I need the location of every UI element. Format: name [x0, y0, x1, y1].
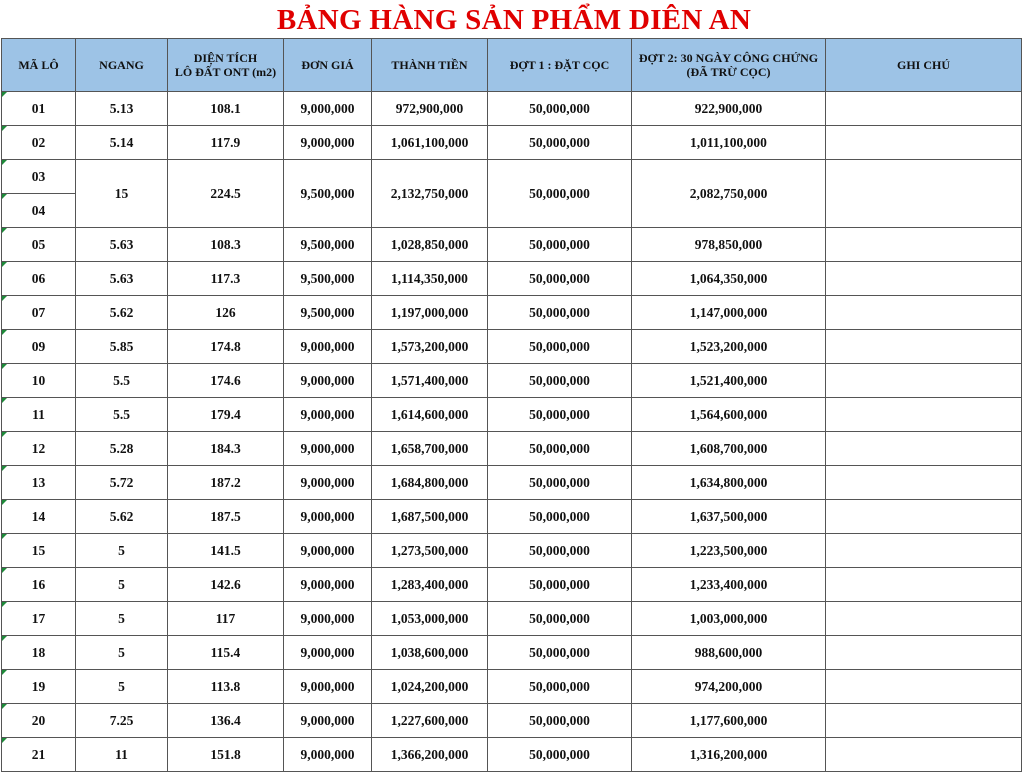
sheet-title: BẢNG HÀNG SẢN PHẨM DIÊN AN [276, 4, 752, 36]
table-row [2, 500, 1022, 534]
cell-ma-lo[interactable]: 13 [2, 466, 76, 500]
table-row [2, 228, 1022, 262]
cell-dot2[interactable]: 1,637,500,000 [632, 500, 826, 534]
cell-ghi-chu[interactable] [826, 92, 1022, 126]
cell-dien-tich[interactable]: 117 [168, 602, 284, 636]
cell-dot2[interactable]: 1,223,500,000 [632, 534, 826, 568]
cell-don-gia[interactable]: 9,000,000 [284, 704, 372, 738]
cell-thanh-tien[interactable]: 1,024,200,000 [372, 670, 488, 704]
cell-dot2[interactable]: 1,608,700,000 [632, 432, 826, 466]
cell-ghi-chu[interactable] [826, 262, 1022, 296]
cell-dien-tich[interactable]: 151.8 [168, 738, 284, 772]
cell-dot2[interactable]: 974,200,000 [632, 670, 826, 704]
cell-ngang[interactable]: 5.72 [76, 466, 168, 500]
cell-ngang[interactable]: 5.63 [76, 262, 168, 296]
cell-dot1[interactable]: 50,000,000 [488, 738, 632, 772]
table-row [2, 262, 1022, 296]
cell-ngang[interactable]: 11 [76, 738, 168, 772]
table-row [2, 636, 1022, 670]
cell-thanh-tien[interactable]: 1,114,350,000 [372, 262, 488, 296]
cell-ngang[interactable]: 5.62 [76, 500, 168, 534]
cell-ghi-chu[interactable] [826, 160, 1022, 228]
cell-don-gia[interactable]: 9,000,000 [284, 126, 372, 160]
cell-dien-tich[interactable]: 108.3 [168, 228, 284, 262]
cell-ngang[interactable]: 5 [76, 670, 168, 704]
cell-thanh-tien[interactable]: 1,614,600,000 [372, 398, 488, 432]
table-row [2, 738, 1022, 772]
cell-ghi-chu[interactable] [826, 432, 1022, 466]
cell-dien-tich[interactable]: 224.5 [168, 160, 284, 228]
cell-dot2[interactable]: 978,850,000 [632, 228, 826, 262]
cell-ghi-chu[interactable] [826, 296, 1022, 330]
cell-dot1[interactable]: 50,000,000 [488, 636, 632, 670]
cell-dot1[interactable]: 50,000,000 [488, 228, 632, 262]
cell-ngang[interactable]: 5 [76, 602, 168, 636]
cell-ngang[interactable]: 5.14 [76, 126, 168, 160]
cell-ma-lo[interactable]: 15 [2, 534, 76, 568]
cell-dot2[interactable]: 1,316,200,000 [632, 738, 826, 772]
cell-ma-lo[interactable]: 09 [2, 330, 76, 364]
header-dien-tich[interactable] [168, 39, 284, 92]
cell-thanh-tien[interactable]: 1,273,500,000 [372, 534, 488, 568]
cell-ghi-chu[interactable] [826, 228, 1022, 262]
header-dien-tich-line1: DIỆN TÍCH [193, 51, 258, 65]
cell-dien-tich[interactable]: 117.9 [168, 126, 284, 160]
cell-ngang[interactable]: 5 [76, 568, 168, 602]
cell-ma-lo[interactable]: 02 [2, 126, 76, 160]
cell-dot1[interactable]: 50,000,000 [488, 568, 632, 602]
cell-dien-tich[interactable]: 142.6 [168, 568, 284, 602]
cell-dien-tich[interactable]: 187.5 [168, 500, 284, 534]
cell-don-gia[interactable]: 9,000,000 [284, 670, 372, 704]
cell-don-gia[interactable]: 9,000,000 [284, 534, 372, 568]
cell-don-gia[interactable]: 9,500,000 [284, 262, 372, 296]
cell-dien-tich[interactable]: 184.3 [168, 432, 284, 466]
cell-ngang[interactable]: 5.28 [76, 432, 168, 466]
cell-ma-lo[interactable]: 16 [2, 568, 76, 602]
cell-thanh-tien[interactable]: 1,227,600,000 [372, 704, 488, 738]
cell-ghi-chu[interactable] [826, 126, 1022, 160]
cell-ma-lo[interactable]: 10 [2, 364, 76, 398]
cell-ngang[interactable]: 5.13 [76, 92, 168, 126]
header-dot2[interactable] [632, 39, 826, 92]
cell-ghi-chu[interactable] [826, 704, 1022, 738]
cell-dot2[interactable]: 1,147,000,000 [632, 296, 826, 330]
header-dien-tich-line2: LÔ ĐẤT ONT (m2) [174, 65, 277, 79]
cell-ma-lo[interactable]: 05 [2, 228, 76, 262]
cell-thanh-tien[interactable]: 1,571,400,000 [372, 364, 488, 398]
cell-thanh-tien[interactable]: 1,366,200,000 [372, 738, 488, 772]
cell-ngang[interactable]: 5 [76, 534, 168, 568]
cell-ma-lo[interactable]: 21 [2, 738, 76, 772]
cell-dien-tich[interactable]: 179.4 [168, 398, 284, 432]
table-row [2, 670, 1022, 704]
cell-ngang[interactable]: 5.5 [76, 398, 168, 432]
cell-don-gia[interactable]: 9,000,000 [284, 398, 372, 432]
cell-ghi-chu[interactable] [826, 398, 1022, 432]
header-ghi-chu[interactable]: GHI CHÚ [826, 39, 1022, 92]
cell-dot1[interactable]: 50,000,000 [488, 670, 632, 704]
cell-ma-lo[interactable]: 18 [2, 636, 76, 670]
cell-ghi-chu[interactable] [826, 364, 1022, 398]
cell-ma-lo[interactable]: 06 [2, 262, 76, 296]
cell-don-gia[interactable]: 9,000,000 [284, 330, 372, 364]
cell-thanh-tien[interactable]: 1,061,100,000 [372, 126, 488, 160]
cell-dien-tich[interactable]: 174.6 [168, 364, 284, 398]
cell-thanh-tien[interactable]: 2,132,750,000 [372, 160, 488, 228]
cell-ma-lo[interactable]: 12 [2, 432, 76, 466]
cell-thanh-tien[interactable]: 1,053,000,000 [372, 602, 488, 636]
cell-thanh-tien[interactable]: 1,283,400,000 [372, 568, 488, 602]
cell-ngang[interactable]: 5.62 [76, 296, 168, 330]
header-dot2-line1: ĐỢT 2: 30 NGÀY CÔNG CHỨNG [638, 51, 819, 65]
cell-ma-lo[interactable]: 01 [2, 92, 76, 126]
cell-dien-tich[interactable]: 141.5 [168, 534, 284, 568]
cell-don-gia[interactable]: 9,500,000 [284, 228, 372, 262]
cell-ngang[interactable]: 5.63 [76, 228, 168, 262]
cell-ngang[interactable]: 15 [76, 160, 168, 228]
cell-ghi-chu[interactable] [826, 568, 1022, 602]
cell-ma-lo[interactable]: 19 [2, 670, 76, 704]
cell-dot2[interactable]: 1,233,400,000 [632, 568, 826, 602]
cell-dot2[interactable]: 1,564,600,000 [632, 398, 826, 432]
cell-thanh-tien[interactable]: 972,900,000 [372, 92, 488, 126]
cell-don-gia[interactable]: 9,000,000 [284, 568, 372, 602]
cell-don-gia[interactable]: 9,000,000 [284, 500, 372, 534]
cell-dot1[interactable]: 50,000,000 [488, 160, 632, 228]
cell-thanh-tien[interactable]: 1,658,700,000 [372, 432, 488, 466]
product-table [1, 38, 1022, 772]
cell-ghi-chu[interactable] [826, 636, 1022, 670]
cell-ma-lo[interactable]: 04 [2, 194, 76, 228]
cell-thanh-tien[interactable]: 1,197,000,000 [372, 296, 488, 330]
table-row [2, 568, 1022, 602]
cell-ghi-chu[interactable] [826, 670, 1022, 704]
cell-thanh-tien[interactable]: 1,687,500,000 [372, 500, 488, 534]
table-row [2, 364, 1022, 398]
header-dot1[interactable]: ĐỢT 1 : ĐẶT CỌC [488, 39, 632, 92]
cell-dot2[interactable]: 1,064,350,000 [632, 262, 826, 296]
cell-ghi-chu[interactable] [826, 500, 1022, 534]
cell-dot2[interactable]: 1,177,600,000 [632, 704, 826, 738]
header-don-gia[interactable]: ĐƠN GIÁ [284, 39, 372, 92]
cell-dot2[interactable]: 1,523,200,000 [632, 330, 826, 364]
cell-ghi-chu[interactable] [826, 602, 1022, 636]
cell-ngang[interactable]: 7.25 [76, 704, 168, 738]
cell-thanh-tien[interactable]: 1,038,600,000 [372, 636, 488, 670]
cell-dot1[interactable]: 50,000,000 [488, 704, 632, 738]
cell-dien-tich[interactable]: 113.8 [168, 670, 284, 704]
cell-dot1[interactable]: 50,000,000 [488, 466, 632, 500]
cell-thanh-tien[interactable]: 1,684,800,000 [372, 466, 488, 500]
cell-dot2[interactable]: 1,634,800,000 [632, 466, 826, 500]
cell-dot2[interactable]: 1,011,100,000 [632, 126, 826, 160]
table-row [2, 602, 1022, 636]
cell-ghi-chu[interactable] [826, 738, 1022, 772]
cell-dot1[interactable]: 50,000,000 [488, 126, 632, 160]
cell-dot2[interactable]: 1,003,000,000 [632, 602, 826, 636]
cell-ma-lo[interactable]: 03 [2, 160, 76, 194]
table-row [2, 534, 1022, 568]
cell-ma-lo[interactable]: 20 [2, 704, 76, 738]
cell-dot1[interactable]: 50,000,000 [488, 500, 632, 534]
cell-don-gia[interactable]: 9,000,000 [284, 738, 372, 772]
cell-ma-lo[interactable]: 11 [2, 398, 76, 432]
cell-dien-tich[interactable]: 108.1 [168, 92, 284, 126]
header-ma-lo[interactable]: MÃ LÔ [2, 39, 76, 92]
table-row [2, 92, 1022, 126]
table-row [2, 398, 1022, 432]
table-row [2, 160, 1022, 194]
table-row [2, 126, 1022, 160]
table-row [2, 296, 1022, 330]
cell-don-gia[interactable]: 9,000,000 [284, 602, 372, 636]
cell-don-gia[interactable]: 9,000,000 [284, 92, 372, 126]
cell-don-gia[interactable]: 9,000,000 [284, 432, 372, 466]
table-row [2, 432, 1022, 466]
cell-dien-tich[interactable]: 115.4 [168, 636, 284, 670]
cell-dot1[interactable]: 50,000,000 [488, 92, 632, 126]
header-dot2-line2: (ĐÃ TRỪ CỌC) [686, 65, 771, 79]
cell-dot1[interactable]: 50,000,000 [488, 534, 632, 568]
cell-dot2[interactable]: 922,900,000 [632, 92, 826, 126]
cell-thanh-tien[interactable]: 1,573,200,000 [372, 330, 488, 364]
cell-dien-tich[interactable]: 174.8 [168, 330, 284, 364]
cell-dot2[interactable]: 1,521,400,000 [632, 364, 826, 398]
cell-ghi-chu[interactable] [826, 466, 1022, 500]
cell-ma-lo[interactable]: 17 [2, 602, 76, 636]
cell-don-gia[interactable]: 9,500,000 [284, 296, 372, 330]
cell-ma-lo[interactable]: 07 [2, 296, 76, 330]
cell-dot1[interactable]: 50,000,000 [488, 364, 632, 398]
cell-dot1[interactable]: 50,000,000 [488, 262, 632, 296]
table-row [2, 330, 1022, 364]
cell-dot2[interactable]: 988,600,000 [632, 636, 826, 670]
cell-ngang[interactable]: 5.85 [76, 330, 168, 364]
cell-ngang[interactable]: 5 [76, 636, 168, 670]
cell-ghi-chu[interactable] [826, 330, 1022, 364]
cell-dot1[interactable]: 50,000,000 [488, 602, 632, 636]
table-body [2, 92, 1022, 772]
cell-dien-tich[interactable]: 187.2 [168, 466, 284, 500]
cell-thanh-tien[interactable]: 1,028,850,000 [372, 228, 488, 262]
header-ngang[interactable]: NGANG [76, 39, 168, 92]
cell-don-gia[interactable]: 9,500,000 [284, 160, 372, 228]
cell-dot1[interactable]: 50,000,000 [488, 432, 632, 466]
table-row [2, 466, 1022, 500]
cell-dien-tich[interactable]: 126 [168, 296, 284, 330]
cell-dot1[interactable]: 50,000,000 [488, 398, 632, 432]
cell-don-gia[interactable]: 9,000,000 [284, 636, 372, 670]
cell-ghi-chu[interactable] [826, 534, 1022, 568]
table-header [2, 39, 1022, 92]
table-row [2, 704, 1022, 738]
cell-don-gia[interactable]: 9,000,000 [284, 466, 372, 500]
cell-dot2[interactable]: 2,082,750,000 [632, 160, 826, 228]
cell-ngang[interactable]: 5.5 [76, 364, 168, 398]
header-thanh-tien[interactable]: THÀNH TIỀN [372, 39, 488, 92]
cell-ma-lo[interactable]: 14 [2, 500, 76, 534]
cell-dien-tich[interactable]: 136.4 [168, 704, 284, 738]
cell-dot1[interactable]: 50,000,000 [488, 330, 632, 364]
cell-dien-tich[interactable]: 117.3 [168, 262, 284, 296]
cell-dot1[interactable]: 50,000,000 [488, 296, 632, 330]
cell-don-gia[interactable]: 9,000,000 [284, 364, 372, 398]
